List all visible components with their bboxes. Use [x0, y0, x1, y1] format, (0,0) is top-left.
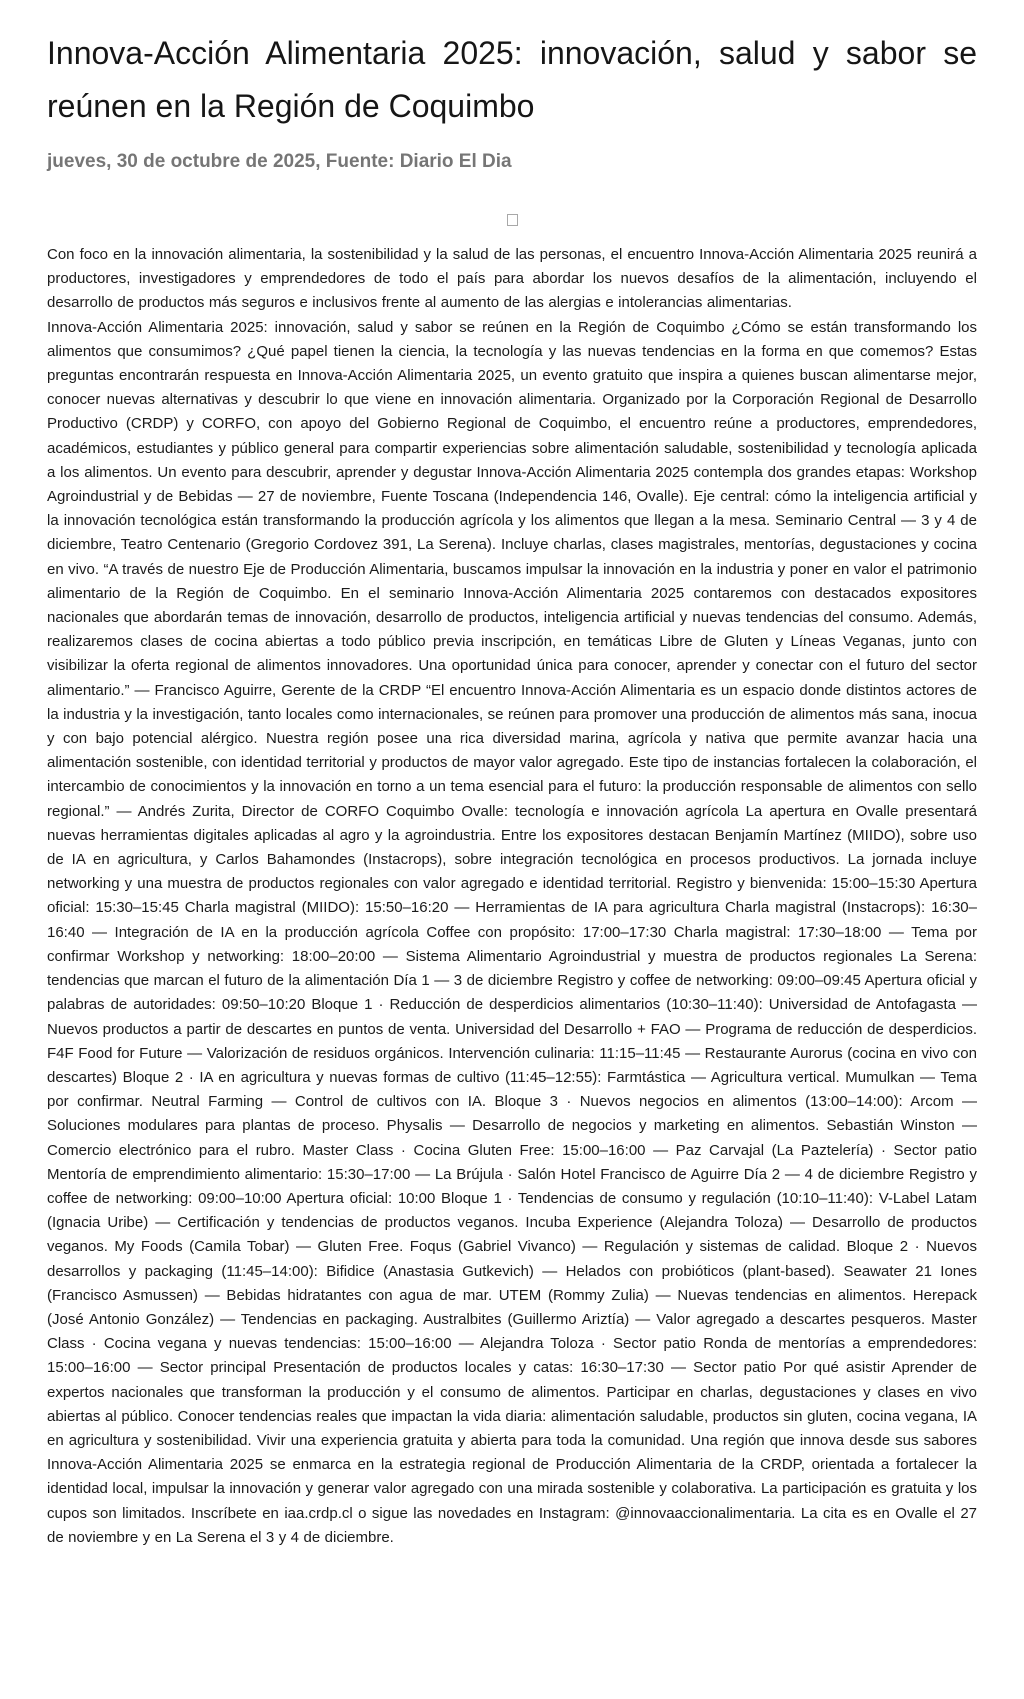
article-paragraph: Innova-Acción Alimentaria 2025: innovación, salud y sabor se reúnen en la Región de Coquimbo ¿Cómo se están transformando los alimentos que consumimos? ¿Qué papel tienen la ciencia, la tecnología y las nuevas tendencias en la forma en que comemos? Estas preguntas encontrarán respuesta en Innova-Acción Alimentaria 2025, un evento gratuito que inspira a quienes buscan alimentarse mejor, conocer nuevas alternativas y descubrir lo que viene en innovación alimentaria. Organizado por la Corporación Regional de Desarrollo Productivo (CRDP) y CORFO, con apoyo del Gobierno Regional de Coquimbo, el encuentro reúne a productores, emprendedores, académicos, estudiantes y público general para compartir experiencias sobre alimentación saludable, sostenibilidad y tecnología aplicada a los alimentos. Un evento para descubrir, aprender y degustar Innova-Acción Alimentaria 2025 contempla dos grandes etapas: Workshop Agroindustrial y de Bebidas — 27 de noviembre, Fuente Toscana (Independencia 146, Ovalle). Eje central: cómo la inteligencia artificial y la innovación tecnológica están transformando la producción agrícola y los alimentos que llegan a la mesa. Seminario Central — 3 y 4 de diciembre, Teatro Centenario (Gregorio Cordovez 391, La Serena). Incluye charlas, clases magistrales, mentorías, degustaciones y cocina en vivo. “A través de nuestro Eje de Producción Alimentaria, buscamos impulsar la innovación en la industria y poner en valor el patrimonio alimentario de la Región de Coquimbo. En el seminario Innova-Acción Alimentaria 2025 contaremos con destacados expositores nacionales que abordarán temas de innovación, desarrollo de productos, inteligencia artificial y nuevas tendencias del consumo. Además, realizaremos clases de cocina abiertas a todo público previa inscripción, en temáticas Libre de Gluten y Líneas Veganas, junto con visibilizar la oferta regional de alimentos innovadores. Una oportunidad única para conocer, aprender y conectar con el futuro del sector alimentario.” — Francisco Aguirre, Gerente de la CRDP “El encuentro Innova-Acción Alimentaria es un espacio donde distintos actores de la industria y la investigación, tanto locales como internacionales, se reúnen para promover una producción de alimentos más sana, inocua y con bajo potencial alérgico. Nuestra región posee una rica diversidad marina, agrícola y nativa que permite avanzar hacia una alimentación sostenible, con identidad territorial y productos de mayor valor agregado. Este tipo de instancias fortalecen la colaboración, el intercambio de conocimientos y la innovación en torno a un tema esencial para el futuro: la producción responsable de alimentos con sello regional.” — Andrés Zurita, Director de CORFO Coquimbo Ovalle: tecnología e innovación agrícola La apertura en Ovalle presentará nuevas herramientas digitales aplicadas al agro y la agroindustria. Entre los expositores destacan Benjamín Martínez (MIIDO), sobre uso de IA en agricultura, y Carlos Bahamondes (Instacrops), sobre integración tecnológica en procesos productivos. La jornada incluye networking y una muestra de productos regionales con valor agregado e identidad territorial. Registro y bienvenida: 15:00–15:30 Apertura oficial: 15:30–15:45 Charla magistral (MIIDO): 15:50–16:20 — Herramientas de IA para agricultura Charla magistral (Instacrops): 16:30–16:40 — Integración de IA en la producción agrícola Coffee con propósito: 17:00–17:30 Charla magistral: 17:30–18:00 — Tema por confirmar Workshop y networking: 18:00–20:00 — Sistema Alimentario Agroindustrial y muestra de productos regionales La Serena: tendencias que marcan el futuro de la alimentación Día 1 — 3 de diciembre Registro y coffee de networking: 09:00–09:45 Apertura oficial y palabras de autoridades: 09:50–10:20 Bloque 1 · Reducción de desperdicios alimentarios (10:30–11:40): Universidad de Antofagasta — Nuevos productos a partir de descartes en puntos de venta. Universidad del Desarrollo + FAO — Programa de reducción de desperdicios. F4F Food for Future — Valorización de residuos orgánicos. Intervención culinaria: 11:15–11:45 — Restaurante Aurorus (cocina en vivo con descartes) Bloque 2 · IA en agricultura y nuevas formas de cultivo (11:45–12:55): Farmtástica — Agricultura vertical. Mumulkan — Tema por confirmar. Neutral Farming — Control de cultivos con IA. Bloque 3 · Nuevos negocios en alimentos (13:00–14:00): Arcom — Soluciones modulares para plantas de proceso. Physalis — Desarrollo de negocios y marketing en alimentos. Sebastián Winston — Comercio electrónico para el rubro. Master Class · Cocina Gluten Free: 15:00–16:00 — Paz Carvajal (La Paztelería) · Sector patio Mentoría de emprendimiento alimentario: 15:30–17:00 — La Brújula · Salón Hotel Francisco de Aguirre Día 2 — 4 de diciembre Registro y coffee de networking: 09:00–10:00 Apertura oficial: 10:00 Bloque 1 · Tendencias de consumo y regulación (10:10–11:40): V-Label Latam (Ignacia Uribe) — Certificación y tendencias de productos veganos. Incuba Experience (Alejandra Toloza) — Desarrollo de productos veganos. My Foods (Camila Tobar) — Gluten Free. Foqus (Gabriel Vivanco) — Regulación y sistemas de calidad. Bloque 2 · Nuevos desarrollos y packaging (11:45–14:00): Bifidice (Anastasia Gutkevich) — Helados con probióticos (plant-based). Seawater 21 Iones (Francisco Asmussen) — Bebidas hidratantes con agua de mar. UTEM (Rommy Zulia) — Nuevas tendencias en alimentos. Herepack (José Antonio González) — Tendencias en packaging. Australbites (Guillermo Ariztía) — Valor agregado a descartes pesqueros. Master Class · Cocina vegana y nuevas tendencias: 15:00–16:00 — Alejandra Toloza · Sector patio Ronda de mentorías a emprendedores: 15:00–16:00 — Sector principal Presentación de productos locales y catas: 16:30–17:30 — Sector patio Por qué asistir Aprender de expertos nacionales que transforman la producción y el consumo de alimentos. Participar en charlas, degustaciones y clases en vivo abiertas al público. Conocer tendencias reales que impactan la vida diaria: alimentación saludable, productos sin gluten, cocina vegana, IA en agricultura y sostenibilidad. Vivir una experiencia gratuita y abierta para toda la comunidad. Una región que innova desde sus sabores Innova-Acción Alimentaria 2025 se enmarca en la estrategia regional de Producción Alimentaria de la CRDP, orientada a fortalecer la identidad local, impulsar la innovación y generar valor agregado con una mirada sostenible y colaborativa. La participación es gratuita y los cupos son limitados. Inscríbete en iaa.crdp.cl o sigue las novedades en Instagram: @innovaaccionalimentaria. La cita es en Ovalle el 27 de noviembre y en La Serena el 3 y 4 de diciembre.: [47, 318, 977, 1546]
article-page: [0, 27, 1024, 1550]
page-title: Innova-Acción Alimentaria 2025: innovación, salud y sabor se reúnen en la Región de Coquimbo: [47, 35, 977, 124]
article-body: [47, 243, 977, 1550]
article-meta: jueves, 30 de octubre de 2025, Fuente: Diario El Dia: [47, 151, 512, 172]
broken-image-icon: [507, 214, 518, 226]
article-paragraph: Con foco en la innovación alimentaria, la sostenibilidad y la salud de las personas, el encuentro Innova-Acción Alimentaria 2025 reunirá a productores, investigadores y emprendedores de todo el país para abordar los nuevos desafíos de la alimentación, incluyendo el desarrollo de productos más seguros e inclusivos frente al aumento de las alergias e intolerancias alimentarias.: [47, 246, 977, 312]
